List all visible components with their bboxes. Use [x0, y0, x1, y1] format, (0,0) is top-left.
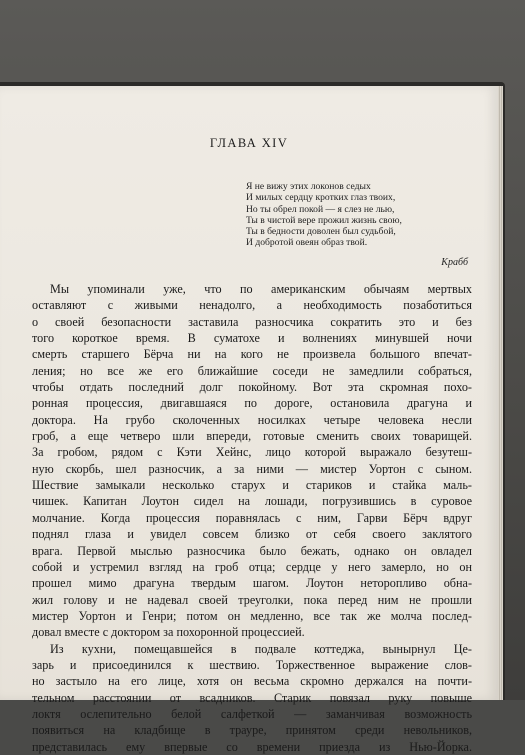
text-line: ления; но все же его ближайшие соседи не замедлили собраться, — [32, 363, 472, 378]
text-line: мистер Уортон и Генри; потом он медленно, все так же молча послед- — [32, 608, 472, 623]
text-line: появиться на кладбище в трауре, принятом среди невольников, — [32, 723, 472, 738]
text-line: чишек. Капитан Лоутон сидел на лошади, погрузившись в суровое — [32, 494, 472, 509]
epigraph-line: Ты в чистой вере прожил жизнь свою, — [246, 214, 402, 226]
text-line: Из кухни, помещавшейся в подвале коттеджа, вынырнул Це- — [50, 641, 472, 656]
epigraph-verse — [246, 181, 468, 249]
text-line: врага. Первой мыслью разносчика было бежать, однако он овладел — [32, 543, 472, 558]
text-line: тельном расстоянии от всадников. Старик повязал руку повыше — [32, 690, 472, 705]
text-line: смерть старшего Бёрча ни на кого не произвела большого впечат- — [32, 347, 472, 362]
text-line: Шествие замыкали несколько старух и стариков и стайка маль- — [32, 478, 472, 493]
text-line: довал вместе с доктором за похоронной процессией. — [32, 625, 305, 640]
text-line: но застыло на его лице, хотя он весьма скромно держался на почти- — [32, 674, 472, 689]
epigraph-line: И добротой овеян образ твой. — [246, 237, 368, 249]
text-line: За гробом, рядом с Кэти Хейнс, лицо которой выражало безутеш- — [32, 445, 472, 460]
text-line: чтобы отдать последний долг покойному. Вот эта скромная похо- — [32, 380, 472, 395]
text-line: молчание. Когда процессия поравнялась с ним, Гарви Бёрч вдруг — [32, 510, 472, 525]
text-line: гроб, а еще четверо шли впереди, готовые сменить своих товарищей. — [32, 429, 472, 444]
text-line: жил голову и не надевал своей треуголки, пока перед ним не прошли — [32, 592, 472, 607]
text-line: прошел мимо драгуна твердым шагом. Лоутон неторопливо обна- — [32, 576, 472, 591]
text-line: поднял глаза и увидел совсем близко от себя своего заклятого — [32, 527, 472, 542]
epigraph-line: Я не вижу этих локонов седых — [246, 181, 371, 192]
text-line: о своей безопасности заставила разносчика сократить это и без — [32, 314, 472, 329]
text-line: ную скорбь, шел разносчик, а за ними — мистер Уортон с сыном. — [32, 461, 472, 476]
epigraph-line: Ты в бедности доволен был судьбой, — [246, 226, 396, 238]
text-line: доктора. На грубо сколоченных носилках четыре человека несли — [32, 412, 472, 427]
text-line: оставляют с живыми ненадолго, а необходимость позаботиться — [32, 298, 472, 313]
text-line: локтя ослепительно белой салфеткой — заманчивая возможность — [32, 706, 472, 721]
text-line: представилась ему впервые со времени приезда из Нью-Йорка. — [32, 739, 472, 754]
text-line: Мы упоминали уже, что по американским обычаям мертвых — [50, 282, 472, 296]
chapter-body-text — [32, 281, 472, 755]
chapter-title: ГЛАВА XIV — [209, 136, 289, 150]
text-line: зарь и присоединился к шествию. Торжественное выражение слов- — [32, 657, 472, 672]
text-line: того короткое время. В суматохе и волнениях минувшей ночи — [32, 331, 472, 346]
epigraph-line: И милых сердцу кротких глаз твоих, — [246, 192, 396, 204]
text-line: ронная процессия, двигавшаяся по дороге, остановила драгуна и — [32, 396, 472, 411]
page-stack-edge — [498, 86, 503, 700]
epigraph-line: Но ты обрел покой — я слез не лью, — [246, 203, 395, 215]
text-line: собой и устремил взгляд на гроб отца; сердце у него замерло, но он — [32, 559, 472, 574]
epigraph-author: Крабб — [441, 257, 468, 268]
